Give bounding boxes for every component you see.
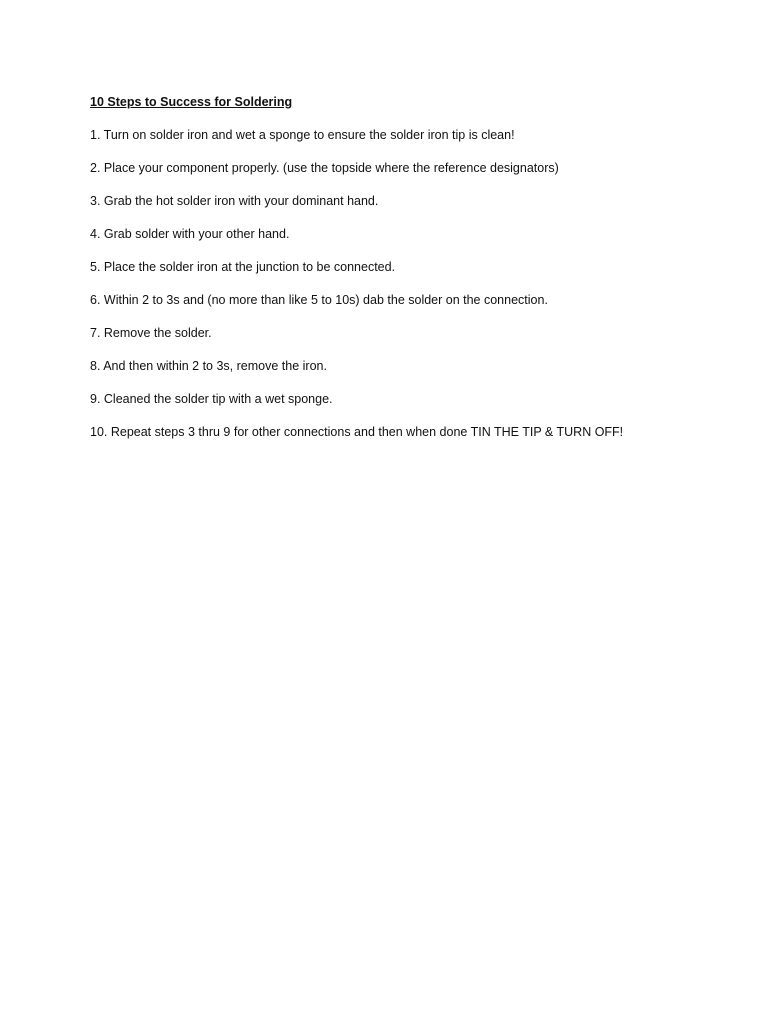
step-5: 5. Place the solder iron at the junction to be connected. <box>90 260 396 274</box>
step-10: 10. Repeat steps 3 thru 9 for other connections and then when done TIN THE TIP & TURN OFF! <box>90 425 624 439</box>
step-list <box>90 126 730 441</box>
step-2: 2. Place your component properly. (use the topside where the reference designators) <box>90 161 559 175</box>
document-title: 10 Steps to Success for Soldering <box>90 95 293 109</box>
step-8: 8. And then within 2 to 3s, remove the iron. <box>90 359 327 373</box>
step-7: 7. Remove the solder. <box>90 326 212 340</box>
step-6: 6. Within 2 to 3s and (no more than like 5 to 10s) dab the solder on the connection. <box>90 293 548 307</box>
step-9: 9. Cleaned the solder tip with a wet sponge. <box>90 392 333 406</box>
document-body <box>90 93 730 456</box>
step-1: 1. Turn on solder iron and wet a sponge to ensure the solder iron tip is clean! <box>90 128 515 142</box>
step-4: 4. Grab solder with your other hand. <box>90 227 290 241</box>
step-3: 3. Grab the hot solder iron with your dominant hand. <box>90 194 379 208</box>
